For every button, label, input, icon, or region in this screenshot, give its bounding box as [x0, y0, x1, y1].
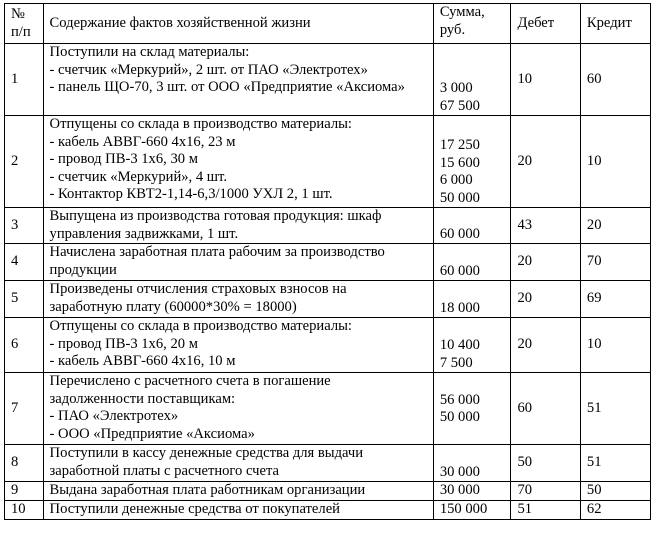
- table-row: [5, 445, 651, 482]
- sum-value: 56 000: [439, 391, 480, 408]
- row-description: [43, 318, 433, 373]
- description-line: Отпущены со склада в производство материалы:: [49, 116, 352, 132]
- table-row: [5, 318, 651, 373]
- row-description: [43, 500, 433, 519]
- header-sum-line-2: руб.: [439, 21, 466, 38]
- sum-value: 6 000: [439, 172, 473, 188]
- table-row: [5, 281, 651, 318]
- description-line: управления задвижками, 1 шт.: [49, 225, 239, 242]
- row-sum: [433, 244, 511, 281]
- row-debit: 20: [511, 244, 580, 281]
- row-credit: 20: [580, 208, 650, 244]
- description-line: Поступили на склад материалы:: [49, 44, 250, 60]
- header-sum: [433, 4, 511, 44]
- description-line: - кабель АВВГ-660 4х16, 23 м: [49, 133, 236, 150]
- row-description: [43, 244, 433, 281]
- row-credit: 60: [580, 44, 650, 116]
- description-line: - провод ПВ-3 1х6, 20 м: [49, 335, 198, 352]
- row-number: 10: [5, 500, 44, 519]
- header-num: [5, 4, 44, 44]
- row-credit: 51: [580, 373, 650, 445]
- row-sum: [433, 44, 511, 116]
- sum-value: 60 000: [439, 262, 480, 279]
- description-line: - кабель АВВГ-660 4х16, 10 м: [49, 353, 236, 369]
- row-credit: 70: [580, 244, 650, 281]
- row-debit: 10: [511, 44, 580, 116]
- description-line: Произведены отчисления страховых взносов на: [49, 281, 347, 297]
- row-debit: 70: [511, 482, 580, 501]
- row-credit: 51: [580, 445, 650, 482]
- description-line: Отпущены со склада в производство материалы:: [49, 318, 352, 334]
- row-debit: 20: [511, 281, 580, 318]
- table-row: [5, 373, 651, 445]
- sum-value: 67 500: [439, 97, 480, 114]
- description-line: Начислена заработная плата рабочим за производство: [49, 244, 385, 260]
- row-sum: [433, 116, 511, 208]
- row-number: 4: [5, 244, 44, 281]
- row-credit: 69: [580, 281, 650, 318]
- header-debit: Дебет: [511, 4, 580, 44]
- description-line: заработной платы с расчетного счета: [49, 462, 280, 479]
- row-description: [43, 445, 433, 482]
- row-sum: [433, 208, 511, 244]
- header-description: Содержание фактов хозяйственной жизни: [43, 4, 433, 44]
- row-number: 3: [5, 208, 44, 244]
- row-credit: 50: [580, 482, 650, 501]
- sum-spacer: [440, 427, 505, 445]
- description-line: заработную плату (60000*30% = 18000): [49, 298, 297, 315]
- row-number: 2: [5, 116, 44, 208]
- row-credit: 10: [580, 116, 650, 208]
- description-line: Поступили денежные средства от покупателей: [49, 500, 340, 517]
- description-line: - ПАО «Электротех»: [49, 408, 179, 424]
- sum-value: 17 250: [439, 137, 480, 153]
- row-debit: 51: [511, 500, 580, 519]
- description-line: - счетчик «Меркурий», 2 шт. от ПАО «Электротех»: [49, 61, 368, 78]
- header-credit: Кредит: [580, 4, 650, 44]
- row-description: [43, 482, 433, 501]
- description-line: продукции: [49, 261, 117, 278]
- sum-value: 3 000: [439, 80, 473, 96]
- header-num-line-2: п/п: [11, 23, 31, 40]
- row-number: 6: [5, 318, 44, 373]
- row-sum: [433, 445, 511, 482]
- description-line: Перечислено с расчетного счета в погашение: [49, 373, 331, 389]
- description-line: задолженности поставщикам:: [49, 390, 236, 407]
- row-debit: 20: [511, 318, 580, 373]
- sum-value: 60 000: [439, 225, 480, 242]
- table-row: [5, 116, 651, 208]
- row-number: 8: [5, 445, 44, 482]
- row-sum: [433, 318, 511, 373]
- table-row: [5, 208, 651, 244]
- row-debit: 50: [511, 445, 580, 482]
- sum-value: 10 400: [439, 337, 480, 353]
- table-row: [5, 244, 651, 281]
- sum-value: 50 000: [439, 409, 480, 425]
- row-debit: 60: [511, 373, 580, 445]
- sum-value: 7 500: [439, 354, 473, 371]
- row-description: [43, 281, 433, 318]
- sum-value: 30 000: [439, 463, 480, 480]
- description-line: Выдана заработная плата работникам организации: [49, 482, 366, 498]
- row-credit: 10: [580, 318, 650, 373]
- row-sum: [433, 500, 511, 519]
- row-description: [43, 44, 433, 116]
- row-description: [43, 208, 433, 244]
- description-line: - провод ПВ-3 1х6, 30 м: [49, 151, 198, 167]
- description-line: - счетчик «Меркурий», 4 шт.: [49, 168, 227, 185]
- description-line: Выпущена из производства готовая продукция: шкаф: [49, 208, 382, 224]
- row-number: 9: [5, 482, 44, 501]
- transactions-table: [4, 3, 651, 520]
- row-number: 7: [5, 373, 44, 445]
- description-line: Поступили в кассу денежные средства для выдачи: [49, 445, 364, 461]
- table-row: [5, 482, 651, 501]
- row-sum: [433, 281, 511, 318]
- table-row: [5, 44, 651, 116]
- table-row: [5, 500, 651, 519]
- row-credit: 62: [580, 500, 650, 519]
- header-num-line-1: №: [11, 6, 25, 22]
- header-row: [5, 4, 651, 44]
- sum-value: 18 000: [439, 299, 480, 316]
- sum-value: 15 600: [439, 154, 480, 171]
- header-sum-line-1: Сумма,: [439, 4, 485, 20]
- description-line: - ООО «Предприятие «Аксиома»: [49, 425, 255, 442]
- description-line: - панель ЩО-70, 3 шт. от ООО «Предприятие «Аксиома»: [49, 79, 405, 95]
- row-sum: [433, 482, 511, 501]
- row-sum: [433, 373, 511, 445]
- row-debit: 43: [511, 208, 580, 244]
- sum-value: 30 000: [439, 482, 480, 498]
- sum-value: 50 000: [439, 189, 480, 206]
- row-debit: 20: [511, 116, 580, 208]
- description-line: - Контактор КВТ2-1,14-6,3/1000 УХЛ 2, 1 шт.: [49, 186, 333, 202]
- row-description: [43, 373, 433, 445]
- row-description: [43, 116, 433, 208]
- row-number: 1: [5, 44, 44, 116]
- table-body: [5, 44, 651, 520]
- row-number: 5: [5, 281, 44, 318]
- sum-value: 150 000: [439, 501, 488, 517]
